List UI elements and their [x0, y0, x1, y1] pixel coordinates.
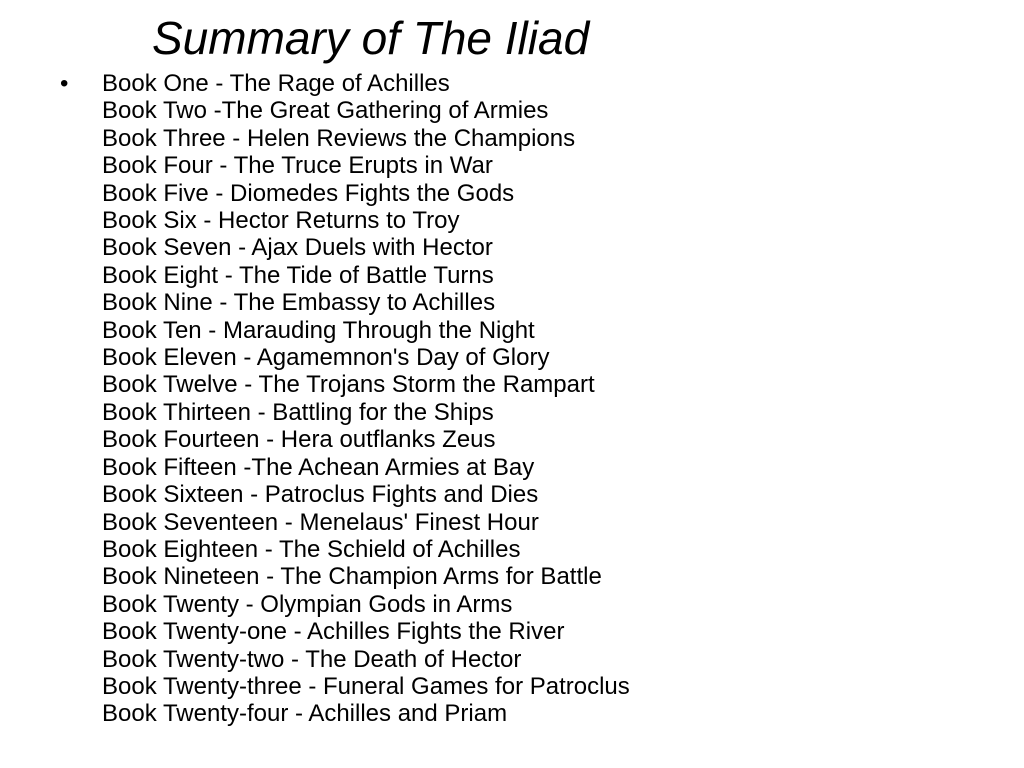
- list-item: Book Twenty-two - The Death of Hector: [102, 645, 522, 673]
- bullet-marker: •: [60, 70, 69, 97]
- list-item: Book Four - The Truce Erupts in War: [102, 152, 493, 180]
- list-item: Book Twenty - Olympian Gods in Arms: [102, 590, 513, 618]
- list-item: Book Ten - Marauding Through the Night: [102, 316, 535, 344]
- list-item: Book Sixteen - Patroclus Fights and Dies: [102, 481, 539, 509]
- list-item: Book Seven - Ajax Duels with Hector: [102, 234, 493, 262]
- list-item: Book Three - Helen Reviews the Champions: [102, 124, 576, 152]
- list-item: Book Eighteen - The Schield of Achilles: [102, 535, 521, 563]
- list-item: Book Seventeen - Menelaus' Finest Hour: [102, 508, 539, 536]
- book-list: [102, 70, 630, 728]
- list-item: Book Six - Hector Returns to Troy: [102, 207, 460, 235]
- list-item: Book Nineteen - The Champion Arms for Battle: [102, 563, 602, 591]
- list-item: Book Eleven - Agamemnon's Day of Glory: [102, 344, 550, 372]
- list-item: Book Five - Diomedes Fights the Gods: [102, 179, 515, 207]
- list-item: Book Fourteen - Hera outflanks Zeus: [102, 426, 496, 454]
- list-item: Book Thirteen - Battling for the Ships: [102, 398, 494, 426]
- list-item: Book Fifteen -The Achean Armies at Bay: [102, 453, 535, 481]
- list-item: Book Eight - The Tide of Battle Turns: [102, 261, 494, 289]
- slide-title: Summary of The Iliad: [152, 12, 590, 64]
- list-item: Book Twelve - The Trojans Storm the Rampart: [102, 371, 595, 399]
- list-item: Book Twenty-three - Funeral Games for Patroclus: [102, 672, 630, 700]
- list-item: Book Two -The Great Gathering of Armies: [102, 97, 549, 125]
- list-item: Book Twenty-one - Achilles Fights the River: [102, 618, 565, 646]
- list-item: Book Twenty-four - Achilles and Priam: [102, 700, 508, 728]
- list-item: Book One - The Rage of Achilles: [102, 70, 450, 97]
- list-item: Book Nine - The Embassy to Achilles: [102, 289, 496, 317]
